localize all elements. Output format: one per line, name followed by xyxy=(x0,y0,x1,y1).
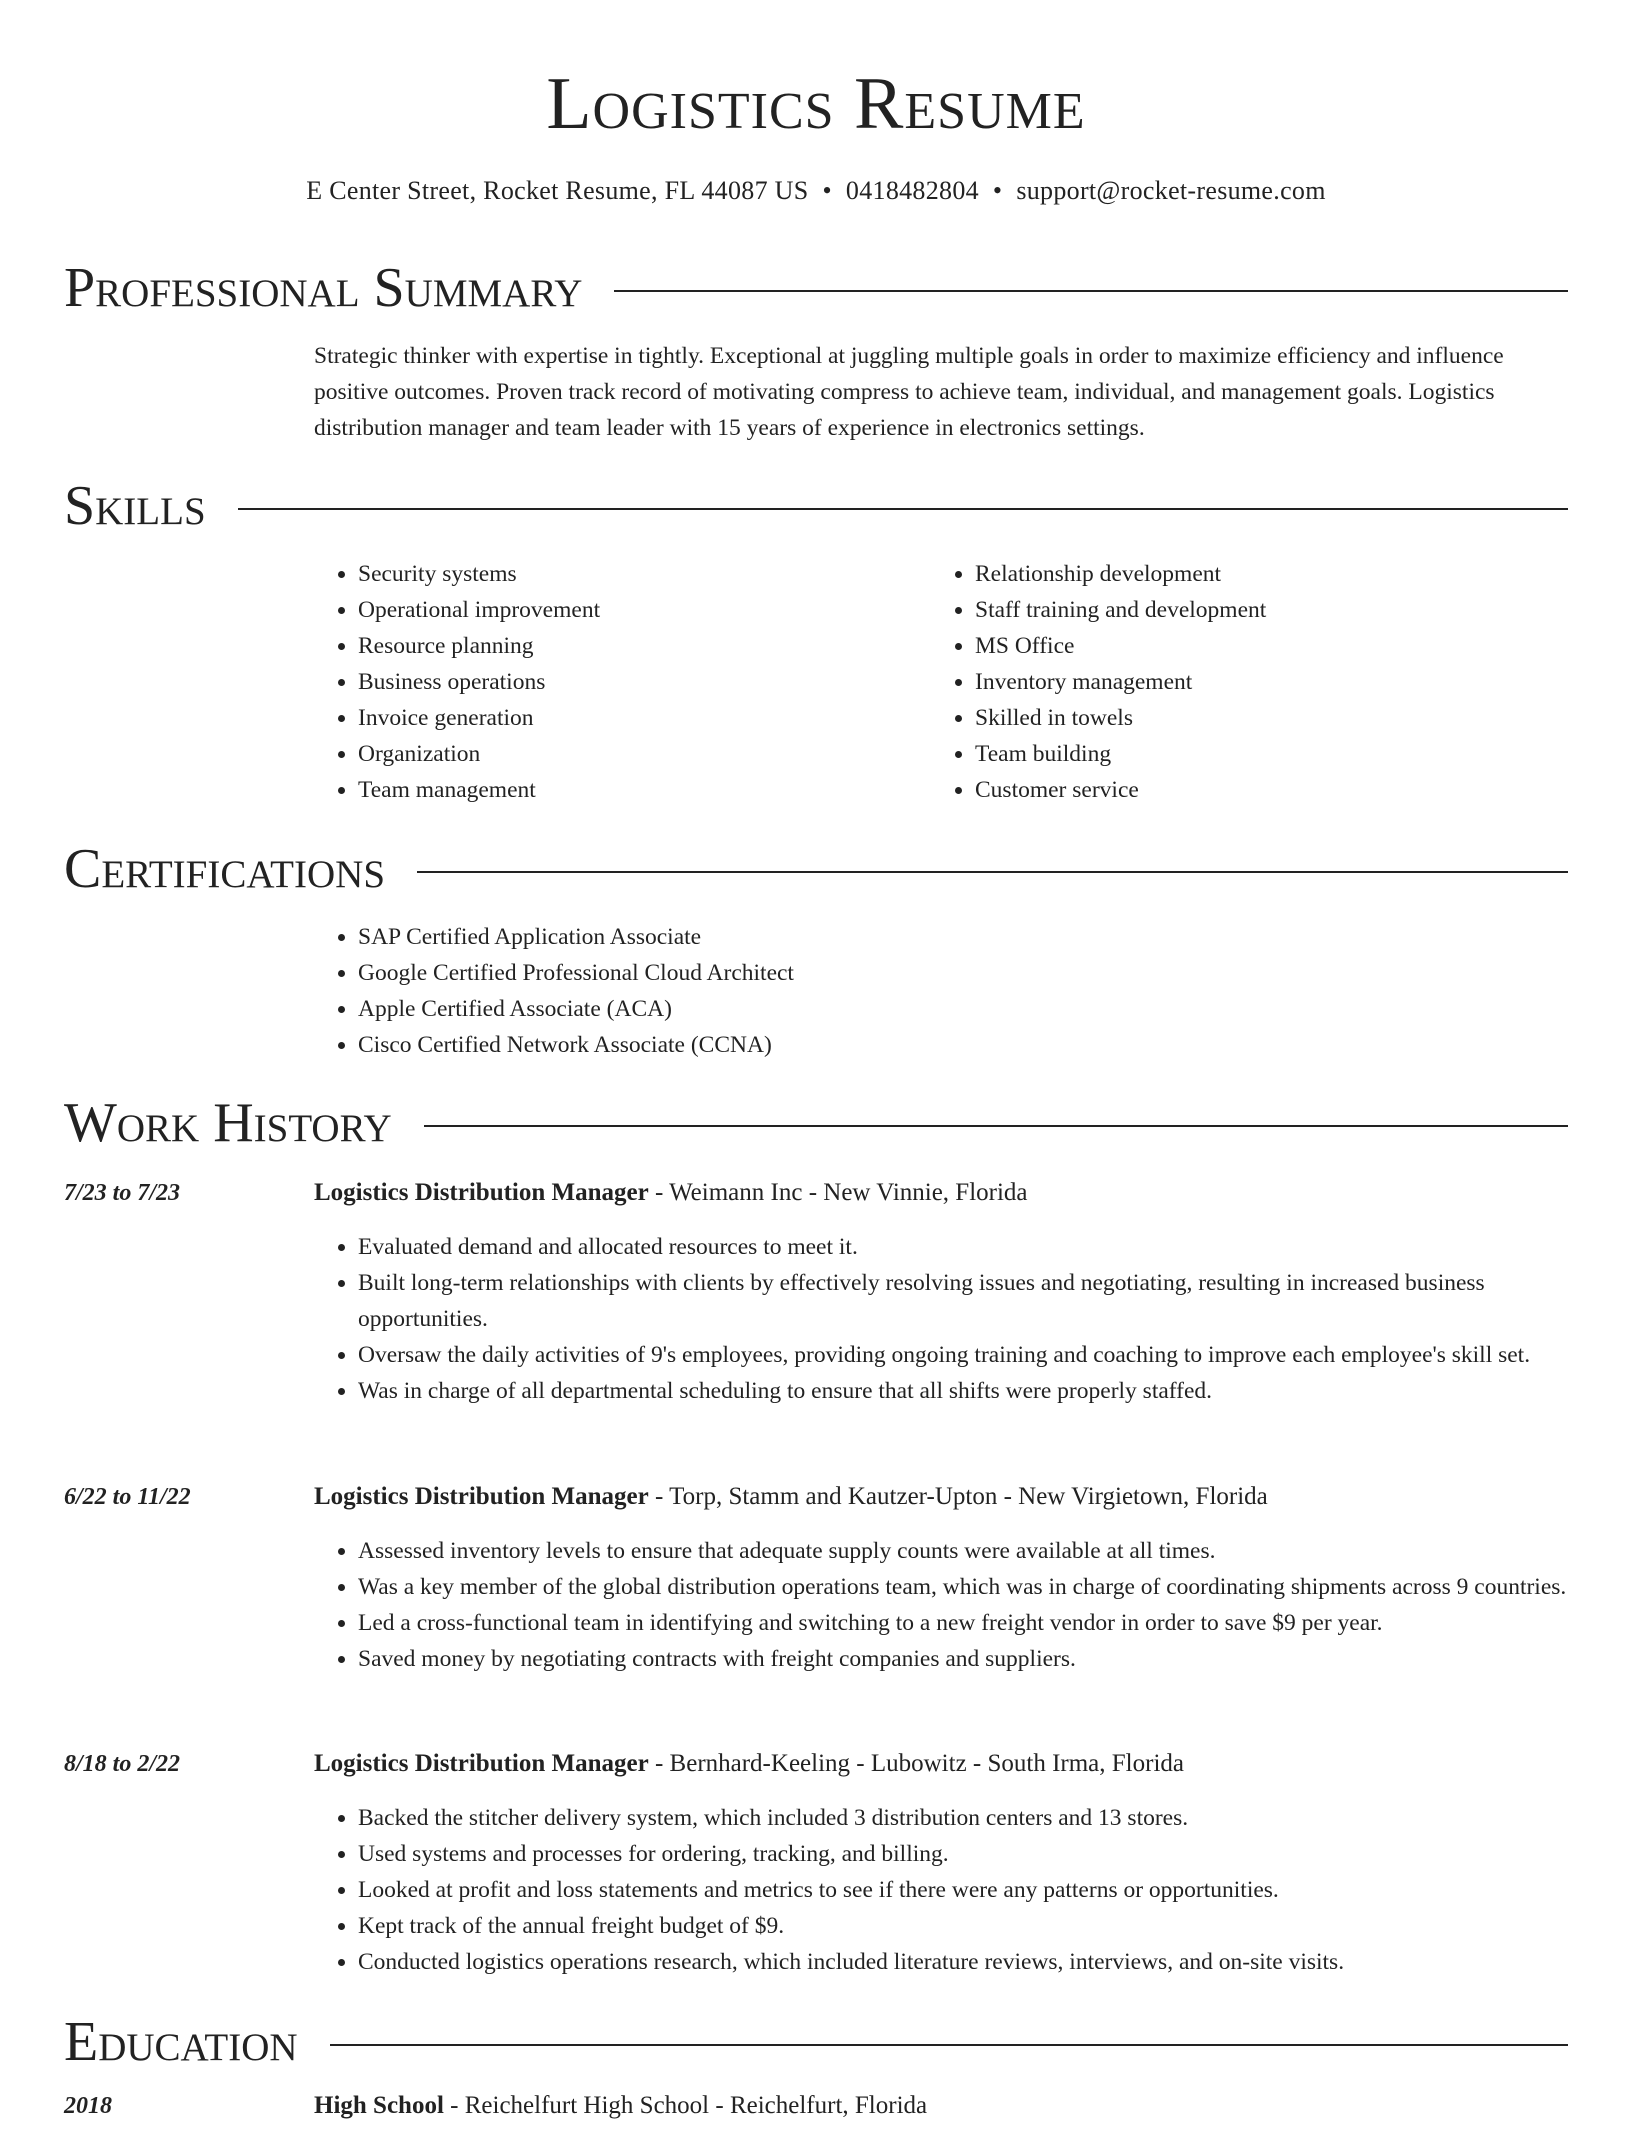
skill-item: • Customer service xyxy=(975,772,1548,808)
job-header xyxy=(314,1746,1568,1782)
job-bullet: • Assessed inventory levels to ensure that adequate supply counts were available at all times. xyxy=(358,1533,1568,1569)
job-bullet: • Evaluated demand and allocated resources to meet it. xyxy=(358,1229,1568,1265)
job-company: - Bernhard-Keeling - Lubowitz - South Irma, Florida xyxy=(648,1750,1184,1777)
summary-heading-row xyxy=(64,256,1568,320)
skills-section xyxy=(64,474,1568,803)
certification-item: • SAP Certified Application Associate xyxy=(358,919,1568,955)
education-date: 2018 xyxy=(64,2093,112,2119)
skill-item: • Invoice generation xyxy=(358,700,931,736)
job-bullets xyxy=(314,1533,1568,1677)
education-details xyxy=(314,2088,1568,2142)
summary-text: Strategic thinker with expertise in tightly. Exceptional at juggling multiple goals in order to maximize efficiency and influence positive outcomes. Proven track record of motivating compress to achieve team, individual, and management goals. Logistics distribution manager and team leader with 15 years of experience in electronics settings. xyxy=(314,343,1504,441)
job-details xyxy=(314,1175,1568,1409)
section-rule xyxy=(614,290,1568,292)
work-history-section xyxy=(64,1091,1568,1155)
skill-item: • Skilled in towels xyxy=(975,700,1548,736)
education-degree: High School xyxy=(314,2092,444,2119)
section-heading: Professional Summary xyxy=(64,257,583,319)
job-company: - Weimann Inc - New Vinnie, Florida xyxy=(648,1179,1028,1206)
job-company: - Torp, Stamm and Kautzer-Upton - New Virgietown, Florida xyxy=(648,1483,1268,1510)
certifications-section xyxy=(64,837,1568,1058)
job-bullet: • Looked at profit and loss statements and metrics to see if there were any patterns or opportunities. xyxy=(358,1872,1568,1908)
skill-item: • Security systems xyxy=(358,556,931,592)
job-bullet: • Was in charge of all departmental scheduling to ensure that all shifts were properly staffed. xyxy=(358,1373,1568,1409)
section-rule xyxy=(238,508,1568,510)
skill-item: • Organization xyxy=(358,736,931,772)
phone: 0418482804 xyxy=(845,176,979,205)
job-bullet: • Conducted logistics operations research, which included literature reviews, interviews, and on-site visits. xyxy=(358,1944,1568,1980)
email: support@rocket-resume.com xyxy=(1016,176,1326,205)
skills-body xyxy=(314,556,1568,808)
section-heading: Education xyxy=(64,2011,298,2073)
certifications-heading-row xyxy=(64,837,1568,901)
job-bullet: • Oversaw the daily activities of 9's employees, providing ongoing training and coaching to improve each employee's skill set. xyxy=(358,1337,1568,1373)
section-rule xyxy=(417,871,1568,873)
skills-heading-row xyxy=(64,474,1568,538)
job-bullet: • Kept track of the annual freight budget of $9. xyxy=(358,1908,1568,1944)
job-bullet: • Built long-term relationships with clients by effectively resolving issues and negotiating, resulting in increased business opportunities. xyxy=(358,1265,1568,1337)
skills-right-column xyxy=(931,556,1548,808)
job-bullet: • Was a key member of the global distribution operations team, which was in charge of coordinating shipments across 9 countries. xyxy=(358,1569,1568,1605)
resume-title: Logistics Resume xyxy=(546,63,1086,145)
skill-item: • Business operations xyxy=(358,664,931,700)
job-header xyxy=(314,1175,1568,1211)
education-school: - Reichelfurt High School - Reichelfurt, Florida xyxy=(443,2092,928,2119)
section-heading: Certifications xyxy=(64,838,386,900)
education-section xyxy=(64,2010,1568,2074)
education-header xyxy=(314,2088,1568,2124)
job-dates: 8/18 to 2/22 xyxy=(64,1751,181,1777)
job-details xyxy=(314,1746,1568,1980)
job-bullets xyxy=(314,1229,1568,1409)
skill-item: • Inventory management xyxy=(975,664,1548,700)
skills-left-list xyxy=(314,556,931,808)
job-details xyxy=(314,1479,1568,1677)
job-role: Logistics Distribution Manager xyxy=(314,1750,649,1777)
certifications-list xyxy=(314,919,1568,1063)
section-heading: Skills xyxy=(64,475,206,537)
section-rule xyxy=(330,2044,1568,2046)
job-bullet: • Used systems and processes for ordering, tracking, and billing. xyxy=(358,1836,1568,1872)
summary-section xyxy=(64,256,1568,441)
skill-item: • Staff training and development xyxy=(975,592,1548,628)
certification-item: • Google Certified Professional Cloud Architect xyxy=(358,955,1568,991)
skills-grid xyxy=(314,556,1568,808)
skill-item: • Operational improvement xyxy=(358,592,931,628)
section-heading: Work History xyxy=(64,1092,392,1154)
skill-item: • MS Office xyxy=(975,628,1548,664)
certification-item: • Cisco Certified Network Associate (CCNA) xyxy=(358,1027,1568,1063)
skill-item: • Team management xyxy=(358,772,931,808)
certification-item: • Apple Certified Associate (ACA) xyxy=(358,991,1568,1027)
job-dates: 7/23 to 7/23 xyxy=(64,1180,181,1206)
skill-item: • Team building xyxy=(975,736,1548,772)
contact-separator: • xyxy=(992,176,1003,205)
skill-item: • Resource planning xyxy=(358,628,931,664)
job-role: Logistics Distribution Manager xyxy=(314,1179,649,1206)
skills-left-column xyxy=(314,556,931,808)
job-bullet: • Led a cross-functional team in identifying and switching to a new freight vendor in order to save $9 per year. xyxy=(358,1605,1568,1641)
contact-line xyxy=(0,174,1632,208)
job-bullet: • Saved money by negotiating contracts with freight companies and suppliers. xyxy=(358,1641,1568,1677)
certifications-body xyxy=(314,919,1568,1063)
job-dates: 6/22 to 11/22 xyxy=(64,1484,191,1510)
skill-item: • Relationship development xyxy=(975,556,1548,592)
contact-separator: • xyxy=(822,176,832,205)
job-bullets xyxy=(314,1800,1568,1980)
address: E Center Street, Rocket Resume, FL 44087 US xyxy=(306,176,809,205)
job-role: Logistics Distribution Manager xyxy=(314,1483,649,1510)
job-bullet: • Backed the stitcher delivery system, which included 3 distribution centers and 13 stores. xyxy=(358,1800,1568,1836)
skills-right-list xyxy=(931,556,1548,808)
job-header xyxy=(314,1479,1568,1515)
education-heading-row xyxy=(64,2010,1568,2074)
summary-body xyxy=(314,338,1568,446)
section-rule xyxy=(424,1125,1568,1127)
work-history-heading-row xyxy=(64,1091,1568,1155)
